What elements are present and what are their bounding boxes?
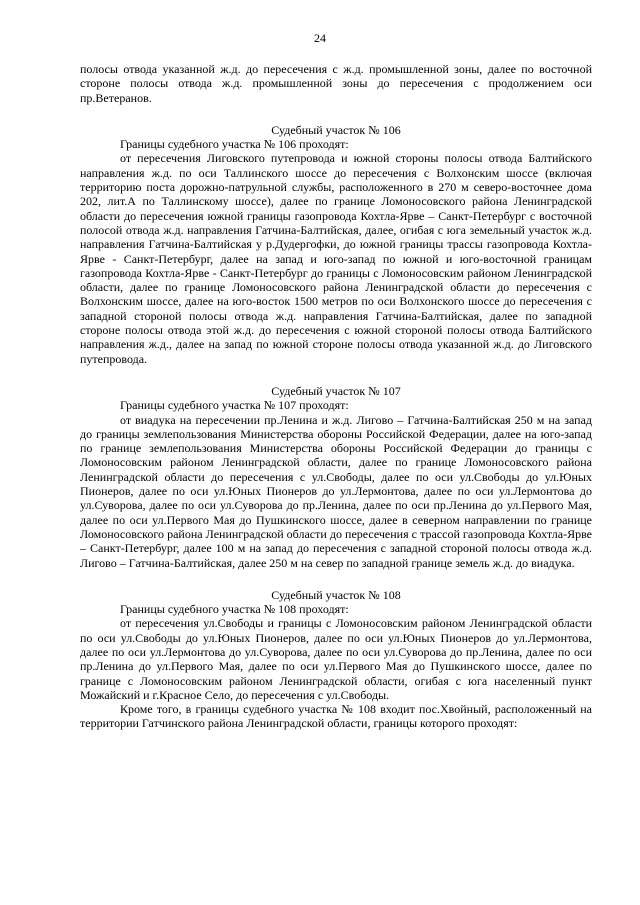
section-paragraph-108: от пересечения ул.Свободы и границы с Ломоносовским районом Ленинградской области по оси ул.Свободы до ул.Юных Пионеров, далее по оси ул.Юных Пионеров до ул.Лермонтова, далее по оси ул.Лермонтова до ул.Суворова, далее по оси ул.Суворова до пр.Ленина, далее по оси пр.Ленина до ул.Первого Мая, далее по оси ул.Первого Мая до Пушкинского шоссе, далее по границе с Ломоносовским районом Ленинградской области, огибая с юга населенный пункт Можайский и г.Красное Село, до пересечения с ул.Свободы. [80,616,592,702]
section-title-108: Судебный участок № 108 [271,587,401,602]
section-subtitle-107: Границы судебного участка № 107 проходят: [120,398,349,413]
section-subtitle-108: Границы судебного участка № 108 проходят: [120,602,349,617]
document-body [80,62,592,731]
section-paragraph-108-extra: Кроме того, в границы судебного участка № 108 входит пос.Хвойный, расположенный на территории Гатчинского района Ленинградской области, границы которого проходят: [80,702,592,731]
section-title-107: Судебный участок № 107 [271,383,401,398]
section-title-106: Судебный участок № 106 [271,122,401,137]
section-subtitle-106: Границы судебного участка № 106 проходят: [120,137,349,152]
section-paragraph-106: от пересечения Лиговского путепровода и южной стороны полосы отвода Балтийского направления ж.д. по оси Таллинского шоссе до пересечения с Волхонским шоссе (включая территорию поста дорожно-патрульной службы, расположенного в 270 м северо-восточнее дома 202, лит.А по Таллинскому шоссе), далее по границе Ломоносовского района Ленинградской области до пересечения южной границы газопровода Кохтла-Ярве – Санкт-Петербург с восточной полосой отвода ж.д. направления Гатчина-Балтийская, далее, огибая с юга земельный участок ж.д. направления Гатчина-Балтийская у р.Дудергофки, до южной границы трассы газопровода Кохтла-Ярве - Санкт-Петербург, далее на запад и юго-запад по южной и юго-восточной границам газопровода Кохтла-Ярве - Санкт-Петербург до границы с Ломоносовским районом Ленинградской области, далее по границе Ломоносовского района Ленинградской области до пересечения с Волхонским шоссе, далее на юго-восток 1500 метров по оси Волхонского шоссе до пересечения с западной стороной полосы отвода ж.д. направления Гатчина-Балтийская, далее по западной стороне полосы отвода этой ж.д. до пересечения с южной стороной полосы отвода Балтийского направления ж.д., далее на запад по южной стороне полосы отвода указанной ж.д. до Лиговского путепровода. [80,151,592,366]
page-number: 24 [314,31,326,45]
intro-paragraph: полосы отвода указанной ж.д. до пересечения с ж.д. промышленной зоны, далее по восточной стороне полосы отвода ж.д. промышленной зоны до пересечения с продолжением оси пр.Ветеранов. [80,62,592,105]
section-paragraph-107: от виадука на пересечении пр.Ленина и ж.д. Лигово – Гатчина-Балтийская 250 м на запад до границы землепользования Министерства обороны Российской Федерации, далее на юго-запад по границе землепользования Министерства обороны Российской Федерации до границы с Ломоносовским районом Ленинградской области, далее по границе Ломоносовского района Ленинградской области до пересечения с ул.Свободы, далее по оси ул.Свободы до ул.Юных Пионеров, далее по оси ул.Юных Пионеров до ул.Лермонтова, далее по оси ул.Лермонтова до ул.Суворова, далее по оси ул.Суворова до пр.Ленина, далее по оси пр.Ленина до ул.Первого Мая, далее по оси ул.Первого Мая до Пушкинского шоссе, далее в северном направлении по границе Ломоносовского района Ленинградской области до пересечения с трассой газопровода Кохтла-Ярве – Санкт-Петербург, далее 100 м на запад до пересечения с западной стороной полосы отвода ж.д. Лигово – Гатчина-Балтийская, далее 250 м на север по западной границе земель ж.д. до виадука. [80,412,592,570]
